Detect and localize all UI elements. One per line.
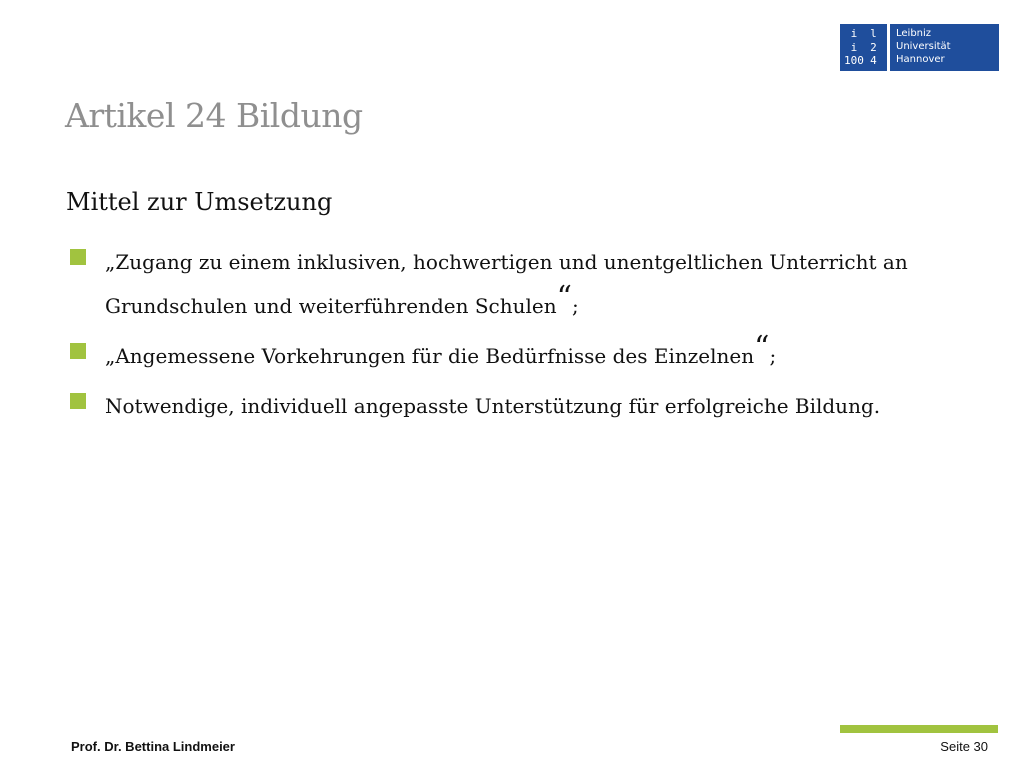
bullet-body: Notwendige, individuell angepasste Unterstützung für erfolgreiche Bildung. [105, 394, 881, 418]
logo-word: Hannover [896, 54, 945, 65]
logo-word: Universität [896, 41, 951, 52]
bullet-text [105, 384, 880, 428]
logo-mark-glyph: i [850, 27, 858, 40]
bullet-text [105, 240, 930, 328]
bullet-text [105, 330, 777, 378]
slide-title: Artikel 24 Bildung [65, 96, 363, 135]
page-number: Seite 30 [940, 739, 988, 754]
bullet-body: „Zugang zu einem inklusiven, hochwertigen und unentgeltlichen Unterricht an Grundschulen und weiterführenden Schulen [105, 250, 908, 318]
bullet-body: „Angemessene Vorkehrungen für die Bedürfnisse des Einzelnen [105, 344, 755, 368]
bullet-suffix: ; [571, 294, 579, 318]
logo-mark-glyph: l [870, 27, 877, 40]
square-bullet-icon [70, 249, 86, 265]
slide-subtitle: Mittel zur Umsetzung [66, 188, 333, 216]
logo-word: Leibniz [896, 28, 932, 39]
university-logo [840, 24, 999, 71]
logo-mark [840, 24, 887, 71]
logo-mark-glyph: 4 [870, 54, 877, 68]
bullet-list [70, 240, 930, 434]
bullet-item [70, 330, 930, 378]
logo-mark-glyph: 2 [870, 40, 877, 54]
logo-wordmark [890, 24, 999, 71]
logo-mark-glyph: i [850, 40, 858, 54]
logo-mark-glyph: 100 [844, 54, 864, 68]
bullet-item [70, 384, 930, 428]
closing-quote: “ [556, 280, 572, 315]
closing-quote: “ [754, 330, 770, 365]
square-bullet-icon [70, 343, 86, 359]
footer-accent-bar [840, 725, 998, 733]
bullet-suffix: ; [769, 344, 777, 368]
square-bullet-icon [70, 393, 86, 409]
footer-author: Prof. Dr. Bettina Lindmeier [71, 739, 235, 754]
bullet-item [70, 240, 930, 328]
